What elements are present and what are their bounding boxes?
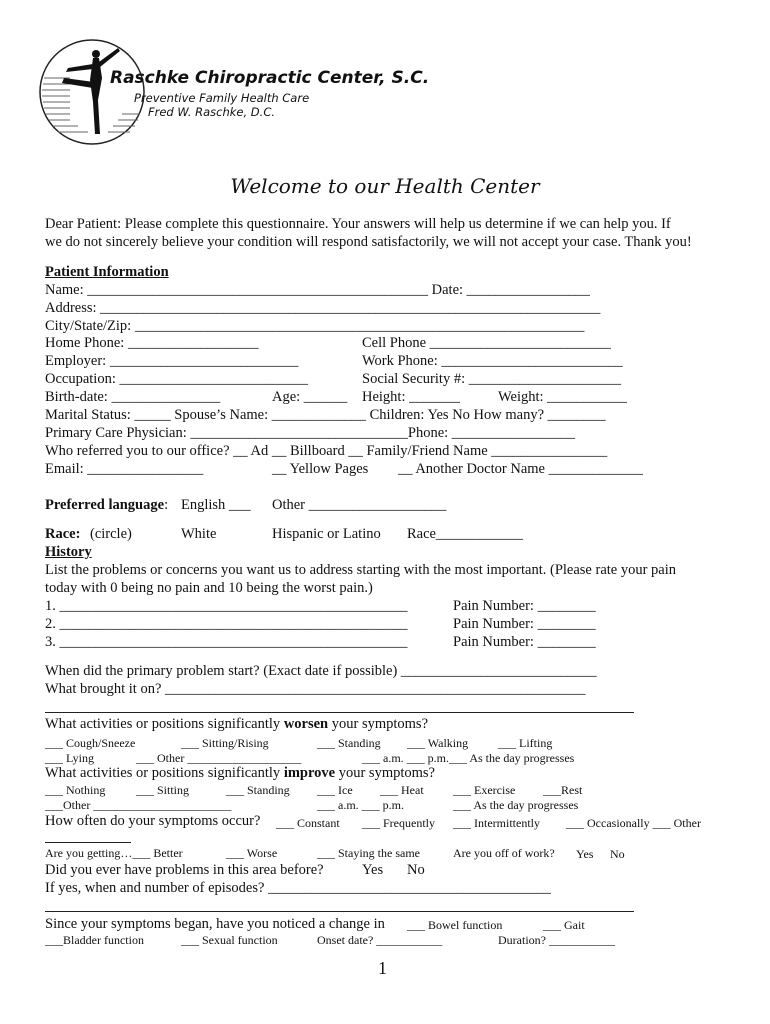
- previous-yes[interactable]: Yes: [362, 862, 384, 878]
- previous-no[interactable]: No: [407, 862, 425, 878]
- blank-line[interactable]: [45, 842, 131, 843]
- language-colon: :: [164, 497, 169, 513]
- name-date-field[interactable]: Name: _______________________________________________ Date: _________________: [45, 282, 590, 298]
- preferred-language-label: [45, 497, 168, 514]
- worsen-time[interactable]: ___ a.m. ___ p.m.___ As the day progresses: [362, 751, 575, 765]
- improve-other[interactable]: ___Other _______________________: [45, 798, 232, 812]
- employer-field[interactable]: Employer: __________________________: [45, 353, 299, 369]
- home-phone-field[interactable]: Home Phone: __________________: [45, 335, 259, 351]
- pain-number-2[interactable]: Pain Number: ________: [453, 616, 596, 632]
- marital-status-field[interactable]: Marital Status: _____ Spouse’s Name: _____________ Children: Yes No How many? ________: [45, 407, 606, 423]
- improve-nothing[interactable]: ___ Nothing: [45, 783, 106, 797]
- race-label: Race:: [45, 526, 81, 542]
- worsen-q-pre: What activities or positions significantly: [45, 716, 284, 732]
- yellow-pages-option[interactable]: __ Yellow Pages: [272, 461, 369, 477]
- cell-phone-field[interactable]: Cell Phone _________________________: [362, 335, 611, 351]
- race-hispanic-option[interactable]: Hispanic or Latino: [272, 526, 381, 542]
- doctor-name: Fred W. Raschke, D.C.: [148, 105, 275, 119]
- worsen-lying[interactable]: ___ Lying: [45, 751, 95, 765]
- intro-line-1: Dear Patient: Please complete this questionnaire. Your answers will help us determine if we can help you. If: [45, 216, 671, 232]
- worsen-walking[interactable]: ___ Walking: [407, 736, 469, 750]
- bowel-option[interactable]: ___ Bowel function: [407, 918, 503, 932]
- problem-field-3[interactable]: 3. ________________________________________________: [45, 634, 408, 650]
- improve-rest[interactable]: ___Rest: [543, 783, 583, 797]
- weight-field[interactable]: Weight: ___________: [498, 389, 627, 405]
- freq-intermittently[interactable]: ___ Intermittently: [453, 816, 540, 830]
- worsen-standing[interactable]: ___ Standing: [317, 736, 381, 750]
- clinic-tagline: Preventive Family Health Care: [134, 91, 310, 105]
- problem-field-2[interactable]: 2. ________________________________________________: [45, 616, 408, 632]
- freq-occasionally-other[interactable]: ___ Occasionally ___ Other: [566, 816, 701, 830]
- worsen-q-bold: worsen: [283, 716, 329, 732]
- email-field[interactable]: Email: ________________: [45, 461, 204, 477]
- another-doctor-option[interactable]: __ Another Doctor Name _____________: [398, 461, 643, 477]
- other-language-field[interactable]: Other ___________________: [272, 497, 447, 513]
- english-option[interactable]: English ___: [181, 497, 251, 513]
- onset-date-field[interactable]: Onset date? ___________: [317, 933, 443, 947]
- history-heading: History: [45, 544, 92, 560]
- getting-same[interactable]: ___ Staying the same: [317, 846, 420, 860]
- pain-number-1[interactable]: Pain Number: ________: [453, 598, 596, 614]
- bladder-option[interactable]: ___Bladder function: [45, 933, 144, 947]
- improve-q-bold: improve: [283, 765, 336, 781]
- work-phone-field[interactable]: Work Phone: _________________________: [362, 353, 623, 369]
- frequency-question: How often do your symptoms occur?: [45, 813, 261, 829]
- getting-worse[interactable]: ___ Worse: [226, 846, 278, 860]
- occupation-field[interactable]: Occupation: __________________________: [45, 371, 308, 387]
- problem-start-field[interactable]: When did the primary problem start? (Exact date if possible) ___________________________: [45, 663, 597, 679]
- improve-time[interactable]: ___ a.m. ___ p.m.: [317, 798, 404, 812]
- language-label-text: Preferred language: [45, 497, 165, 513]
- improve-question: [45, 765, 435, 782]
- blank-line[interactable]: [45, 712, 634, 713]
- improve-sitting[interactable]: ___ Sitting: [136, 783, 190, 797]
- improve-ice[interactable]: ___ Ice: [317, 783, 353, 797]
- freq-constant[interactable]: ___ Constant: [276, 816, 340, 830]
- clinic-logo: [38, 38, 146, 146]
- duration-field[interactable]: Duration? ___________: [498, 933, 615, 947]
- race-circle-instruction: (circle): [90, 526, 132, 542]
- freq-frequently[interactable]: ___ Frequently: [362, 816, 435, 830]
- worsen-question: [45, 716, 428, 733]
- page-number: 1: [378, 958, 387, 978]
- worsen-sitting[interactable]: ___ Sitting/Rising: [181, 736, 269, 750]
- improve-q-pre: What activities or positions significantly: [45, 765, 284, 781]
- change-question: Since your symptoms began, have you noticed a change in: [45, 916, 385, 932]
- dancer-logo-icon: [38, 38, 146, 146]
- episodes-field[interactable]: If yes, when and number of episodes? _______________________________________: [45, 880, 551, 896]
- sexual-option[interactable]: ___ Sexual function: [181, 933, 278, 947]
- age-field[interactable]: Age: ______: [272, 389, 348, 405]
- brought-on-field[interactable]: What brought it on? __________________________________________________________: [45, 681, 586, 697]
- off-work-question: Are you off of work?: [453, 846, 555, 860]
- patient-info-heading: Patient Information: [45, 264, 169, 280]
- page-title: Welcome to our Health Center: [230, 174, 540, 198]
- city-state-zip-field[interactable]: City/State/Zip: ______________________________________________________________: [45, 318, 585, 334]
- clinic-name: Raschke Chiropractic Center, S.C.: [110, 68, 430, 88]
- address-field[interactable]: Address: _____________________________________________________________________: [45, 300, 601, 316]
- height-field[interactable]: Height: _______: [362, 389, 460, 405]
- intro-line-2: we do not sincerely believe your condition will respond satisfactorily, we will not accept your case. Thank you!: [45, 234, 692, 250]
- race-white-option[interactable]: White: [181, 526, 217, 542]
- getting-better[interactable]: Are you getting…___ Better: [45, 846, 183, 860]
- off-work-yes[interactable]: Yes: [576, 847, 594, 861]
- improve-standing[interactable]: ___ Standing: [226, 783, 290, 797]
- pain-number-3[interactable]: Pain Number: ________: [453, 634, 596, 650]
- worsen-other[interactable]: ___ Other ___________________: [136, 751, 302, 765]
- worsen-lifting[interactable]: ___ Lifting: [498, 736, 553, 750]
- improve-q-post: your symptoms?: [335, 765, 435, 781]
- referral-field[interactable]: Who referred you to our office? __ Ad __ Billboard __ Family/Friend Name ________________: [45, 443, 608, 459]
- worsen-cough[interactable]: ___ Cough/Sneeze: [45, 736, 136, 750]
- off-work-no[interactable]: No: [610, 847, 625, 861]
- improve-heat[interactable]: ___ Heat: [380, 783, 424, 797]
- history-instruction-1: List the problems or concerns you want us to address starting with the most important. (Please rate your pain: [45, 562, 677, 578]
- ssn-field[interactable]: Social Security #: _____________________: [362, 371, 621, 387]
- improve-day[interactable]: ___ As the day progresses: [453, 798, 579, 812]
- race-other-field[interactable]: Race____________: [407, 526, 523, 542]
- history-instruction-2: today with 0 being no pain and 10 being the worst pain.): [45, 580, 373, 596]
- blank-line[interactable]: [45, 911, 634, 912]
- improve-exercise[interactable]: ___ Exercise: [453, 783, 516, 797]
- worsen-q-post: your symptoms?: [328, 716, 429, 732]
- problem-field-1[interactable]: 1. ________________________________________________: [45, 598, 408, 614]
- gait-option[interactable]: ___ Gait: [543, 918, 585, 932]
- birth-date-field[interactable]: Birth-date: _______________: [45, 389, 221, 405]
- primary-care-field[interactable]: Primary Care Physician: ______________________________Phone: _________________: [45, 425, 576, 441]
- previous-problems-question: Did you ever have problems in this area before?: [45, 862, 324, 878]
